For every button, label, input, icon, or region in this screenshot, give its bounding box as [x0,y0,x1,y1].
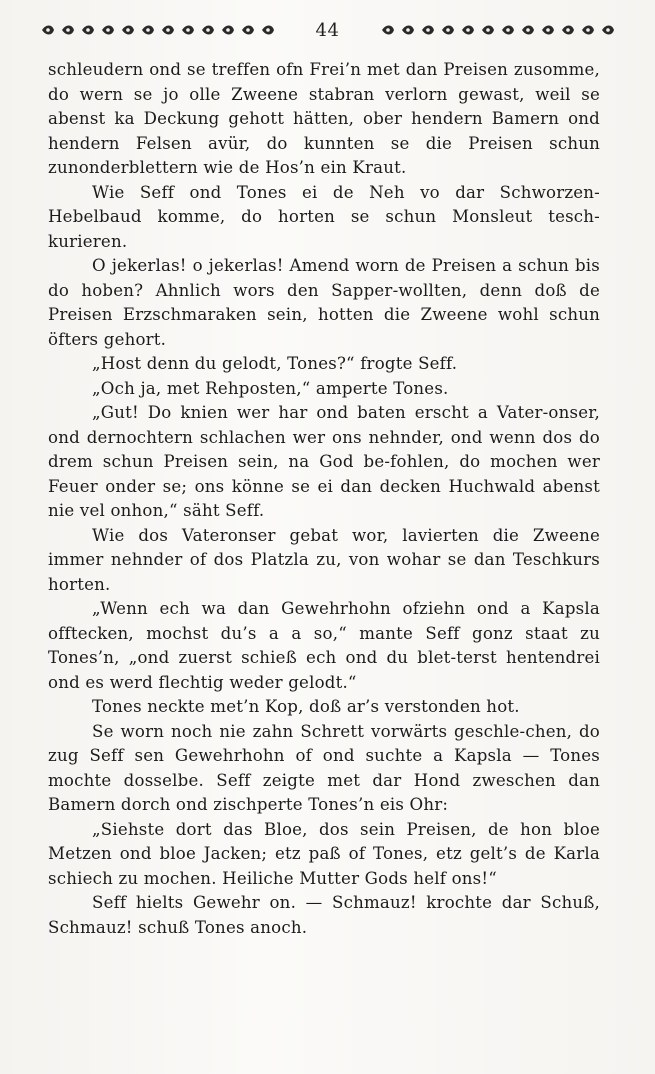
paragraph: Tones neckte met’n Kop, doß ar’s verstonden hot. [92,697,520,716]
paragraph: „Host denn du gelodt, Tones?“ frogte Seff. [92,354,458,373]
right-ornament-icon [380,23,615,37]
paragraph: schleudern ond se treffen ofn Frei’n met dan Preisen zusomme, do wern se jo olle Zweene stabran verlorn gewast, weil se abenst ka Deckung gehott hätten, ober hendern Bamern ond hendern Felsen avür, do kunnten se die Preisen schun zunonderblettern wie de Hos’n ein Kraut. [48,60,600,177]
left-ornament-icon [40,23,275,37]
paragraph: „Siehste dort das Bloe, dos sein Preisen, de hon bloe Metzen ond bloe Jacken; etz paß of Tones, etz gelt’s de Karla schiech zu mochen. Heiliche Mutter Gods helf ons!“ [48,819,600,888]
paragraph: Wie Seff ond Tones ei de Neh vo dar Schworzen-Hebelbaud komme, do horten se schun Monsleut tesch-kurieren. [48,182,600,251]
paragraph: „Gut! Do knien wer har ond baten erscht a Vater-onser, ond dernochtern schlachen wer ons nehnder, ond wenn dos do drem schun Preisen sein, na God be-fohlen, do mochen wer Feuer onder se; ons könne se ei dan decken Huchwald abenst nie vel onhon,“ säht Seff. [48,403,600,520]
paragraph: „Wenn ech wa dan Gewehrhohn ofziehn ond a Kapsla offtecken, mochst du’s a a so,“ mante Seff gonz staat zu Tones’n, „ond zuerst schieß ech ond du blet-terst hentendrei ond es werd flechtig weder gelodt.“ [48,599,600,692]
page-header [40,18,615,42]
paragraph: O jekerlas! o jekerlas! Amend worn de Preisen a schun bis do hoben? Ahnlich wors den Sapper-wollten, denn doß de Preisen Erzschmaraken sein, hotten die Zweene wohl schun öfters gehort. [48,256,600,349]
paragraph: Se worn noch nie zahn Schrett vorwärts geschle-chen, do zug Seff sen Gewehrhohn of ond suchte a Kapsla — Tones mochte dosselbe. Seff zeigte met dar Hond zweschen dan Bamern dorch ond zischperte Tones’n eis Ohr: [48,721,600,814]
paragraph: „Och ja, met Rehposten,“ amperte Tones. [92,378,449,398]
paragraph: Wie dos Vateronser gebat wor, lavierten die Zweene immer nehnder of dos Platzla zu, von wohar se dan Teschkurs horten. [48,525,600,594]
page-number: 44 [315,19,340,41]
body-text [48,58,600,940]
paragraph: Seff hielts Gewehr on. — Schmauz! krochte dar Schuß, Schmauz! schuß Tones anoch. [48,893,600,937]
